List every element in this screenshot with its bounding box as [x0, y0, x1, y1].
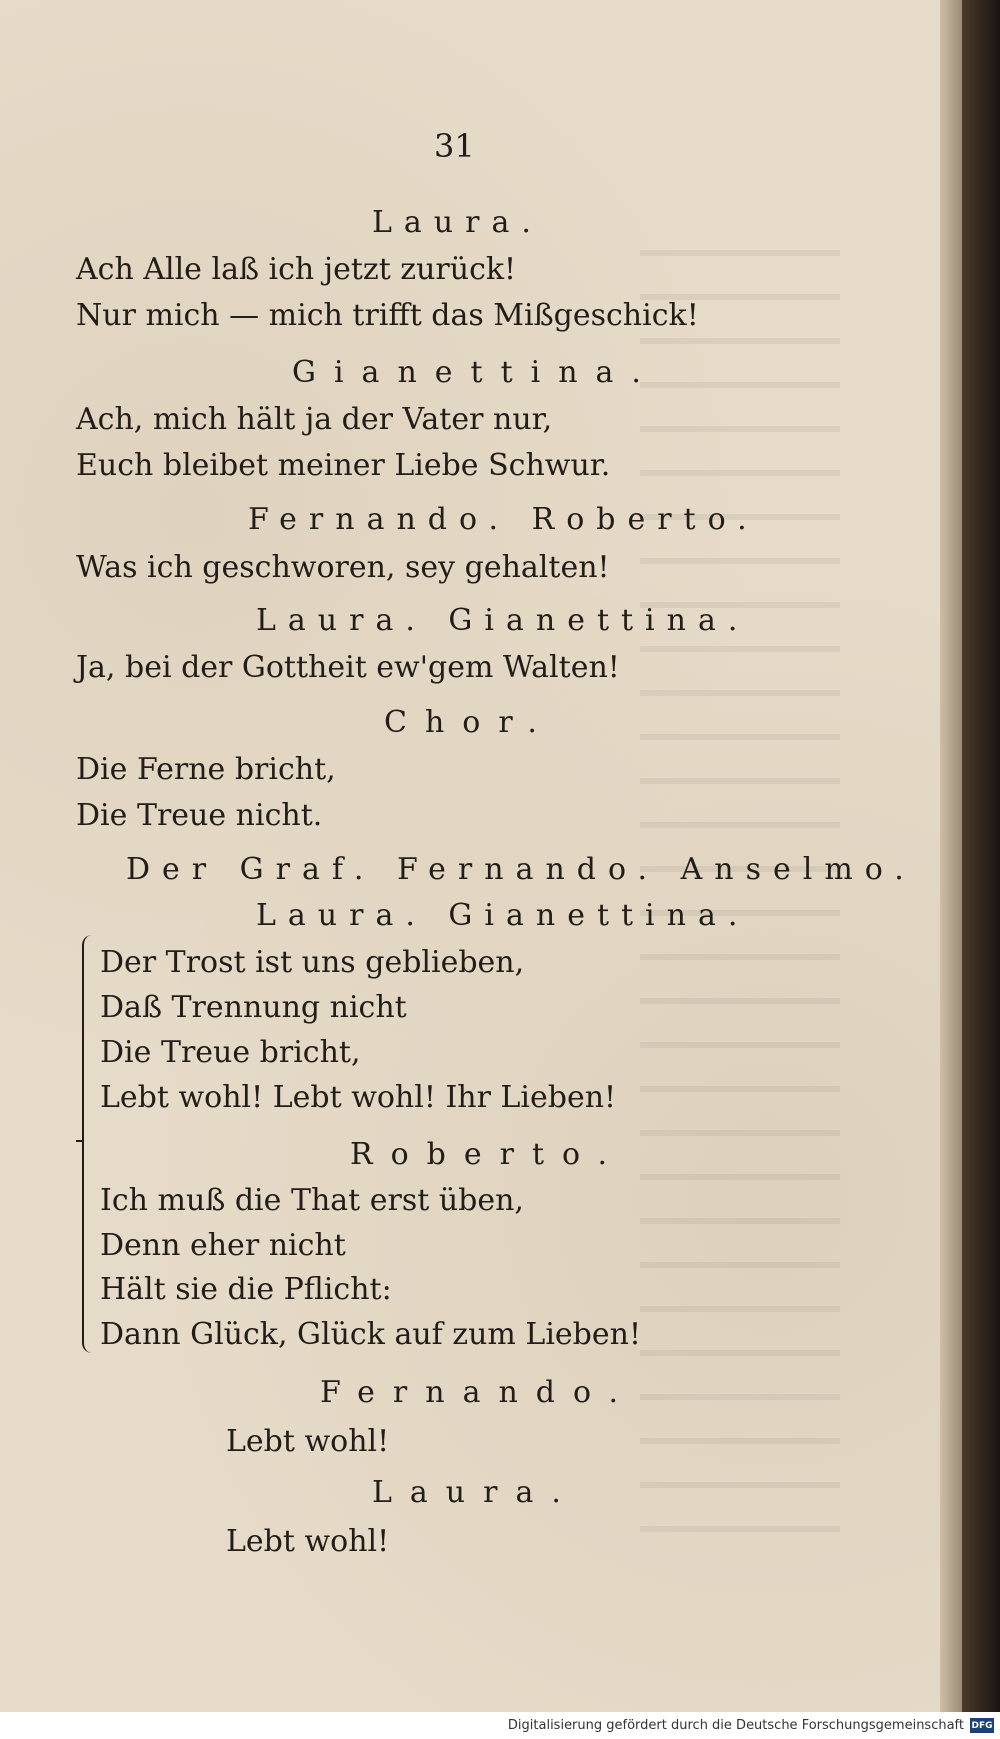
- verse-line: Nur mich — mich trifft das Mißgeschick!: [76, 298, 699, 333]
- verse-brace-tip: [76, 1140, 84, 1150]
- page-edge-shadow: [940, 0, 962, 1712]
- verse-line: Lebt wohl!: [226, 1524, 390, 1559]
- verse-line: Die Treue bricht,: [100, 1035, 361, 1070]
- speaker-laura-gianettina: Laura. Gianettina.: [256, 898, 750, 933]
- speaker-graf-fernando-anselmo: Der Graf. Fernando. Anselmo.: [126, 852, 916, 887]
- verse-line: Der Trost ist uns geblieben,: [100, 945, 525, 980]
- verse-line: Ich muß die That erst üben,: [100, 1183, 524, 1218]
- verse-line: Hält sie die Pflicht:: [100, 1272, 392, 1307]
- speaker-fernando-roberto: Fernando. Roberto.: [248, 502, 759, 537]
- speaker-laura-gianettina: Laura. Gianettina.: [256, 603, 750, 638]
- speaker-roberto: Roberto.: [350, 1137, 626, 1172]
- verse-line: Ach Alle laß ich jetzt zurück!: [76, 252, 517, 287]
- verse-line: Daß Trennung nicht: [100, 990, 407, 1025]
- speaker-laura: Laura.: [372, 205, 543, 240]
- speaker-chor: Chor.: [384, 705, 555, 740]
- speaker-fernando: Fernando.: [320, 1375, 637, 1410]
- digitization-footer: [0, 1712, 1000, 1739]
- verse-line: Lebt wohl! Lebt wohl! Ihr Lieben!: [100, 1080, 617, 1115]
- speaker-laura: Laura.: [372, 1475, 579, 1510]
- verse-line: Euch bleibet meiner Liebe Schwur.: [76, 448, 611, 483]
- verse-line: Lebt wohl!: [226, 1424, 390, 1459]
- verse-line: Denn eher nicht: [100, 1228, 346, 1263]
- book-spine-edge: [962, 0, 1000, 1712]
- verse-line: Die Treue nicht.: [76, 798, 323, 833]
- verse-line: Ach, mich hält ja der Vater nur,: [76, 402, 553, 437]
- page-number: 31: [434, 127, 475, 165]
- verse-line: Ja, bei der Gottheit ew'gem Walten!: [76, 650, 620, 685]
- dfg-logo-icon: DFG: [970, 1718, 994, 1733]
- verse-line: Was ich geschworen, sey gehalten!: [76, 550, 610, 585]
- speaker-gianettina: Gianettina.: [292, 355, 659, 390]
- verse-line: Dann Glück, Glück auf zum Lieben!: [100, 1317, 642, 1352]
- verse-line: Die Ferne bricht,: [76, 752, 336, 787]
- footer-text: Digitalisierung gefördert durch die Deutsche Forschungsgemeinschaft: [507, 1718, 964, 1733]
